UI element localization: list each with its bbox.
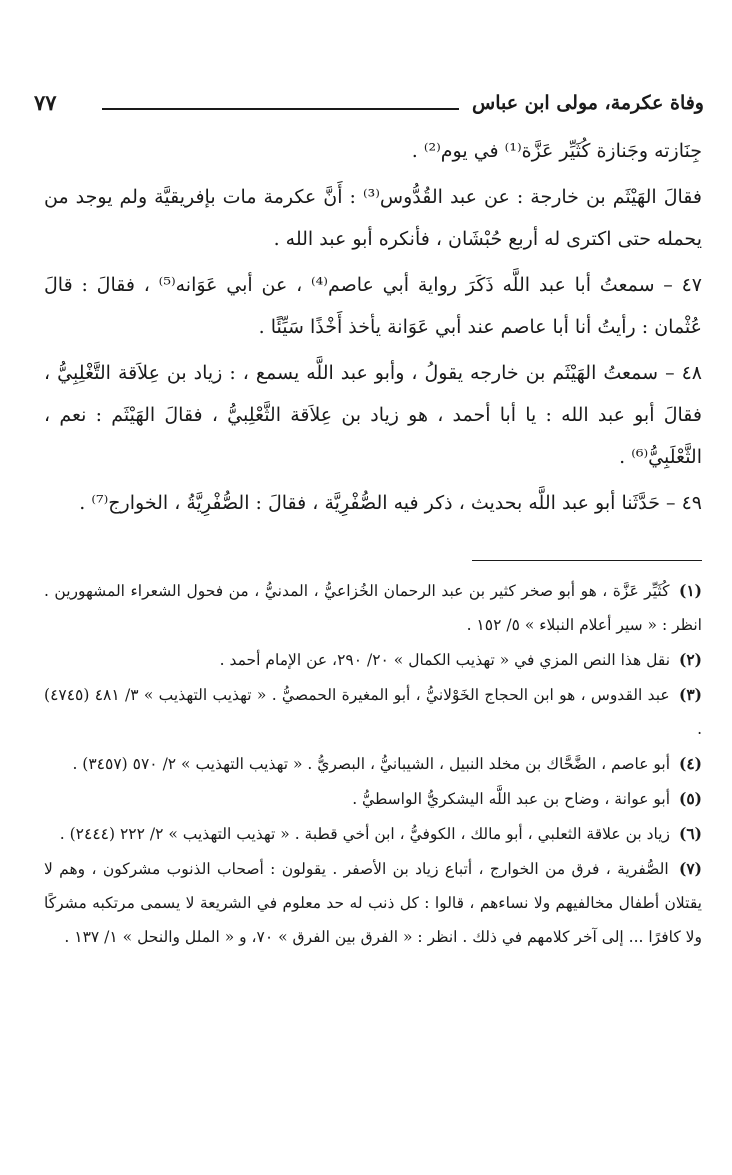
footnote-text: كُثَيِّر عَزَّة ، هو أبو صخر كثير بن عبد الرحمان الخُزاعيُّ ، المدنيُّ ، من فحول الشعراء المشهورين . انظر : « سير أعلام النبلاء » ٥/ ١٥٢ . — [44, 582, 702, 634]
header-rule — [102, 108, 459, 110]
paragraph: فقالَ الهَيْثَم بن خارجة : عن عبد القُدُّوس⁽³⁾ : أَنَّ عكرمة مات بإفريقيَّة ولم يوجد من يحمله حتى اكترى له أربع حُبْشَان ، فأنكره أبو عبد الله . — [44, 186, 702, 250]
footnote-number: (٧) — [678, 859, 702, 878]
footnote — [44, 678, 702, 746]
page-number: ٧٧ — [34, 90, 57, 115]
footnote-number: (٢) — [678, 650, 702, 669]
footnote-text: زياد بن علاقة الثعلبي ، أبو مالك ، الكوفيُّ ، ابن أخي قطبة . « تهذيب التهذيب » ٢/ ٢٢٢ (٢٤٤٤) . — [59, 825, 671, 843]
footnote-separator — [472, 560, 702, 561]
running-header — [34, 86, 704, 126]
footnote-number: (٥) — [678, 789, 702, 808]
main-text — [44, 130, 702, 528]
footnote-text: نقل هذا النص المزي في « تهذيب الكمال » ٢٠/ ٢٩٠، عن الإمام أحمد . — [219, 651, 671, 669]
footnote — [44, 817, 702, 851]
footnote-number: (١) — [678, 581, 702, 600]
footnote — [44, 747, 702, 781]
footnote-number: (٦) — [678, 824, 702, 843]
footnote-text: عبد القدوس ، هو ابن الحجاج الخَوْلانيُّ ، أبو المغيرة الحمصيُّ . « تهذيب التهذيب » ٣/ ٤٨١ (٤٧٤٥) . — [44, 686, 702, 738]
paragraph-49: ٤٩ – حَدَّثَنا أبو عبد اللَّه بحديث ، ذكر فيه الصُّفْرِيَّة ، فقالَ : الصُّفْرِيَّةُ ، الخوارج⁽⁷⁾ . — [79, 492, 702, 514]
footnote-text: أبو عاصم ، الضَّحَّاك بن مخلد النبيل ، الشيبانيُّ ، البصريُّ . « تهذيب التهذيب » ٢/ ٥٧٠ (٣٤٥٧) . — [72, 755, 671, 773]
footnote-number: (٤) — [678, 754, 702, 773]
footnote-text: الصُّفرية ، فرق من الخوارج ، أتباع زياد بن الأصفر . يقولون : أصحاب الذنوب مشركون ، وهم لا يقتلان أطفال مخالفيهم ولا نساءهم ، قالوا : كل ذنب له حد معلوم في الشريعة لا يسمى مرتكبه مشركًا ولا كافرًا ... إلى آخر كلامهم في ذلك . انظر : « الفرق بين الفرق » ٧٠، و « الملل والنحل » ١/ ١٣٧ . — [44, 860, 702, 946]
paragraph-48: ٤٨ – سمعتُ الهَيْثَم بن خارجه يقولُ ، وأبو عبد اللَّه يسمع ، : زياد بن عِلاَقة التَّغْلِبِيُّ ، فقالَ أبو عبد الله : يا أبا أحمد ، هو زياد بن عِلاَقة الثَّعْلِبيُّ ، فقالَ الهَيْثَم : نعم ، الثَّعْلَبِيُّ⁽⁶⁾ . — [44, 362, 702, 468]
chapter-title: وفاة عكرمة، مولى ابن عباس — [472, 92, 704, 114]
footnote-text: أبو عوانة ، وضاح بن عبد اللَّه اليشكريُّ الواسطيُّ . — [352, 790, 671, 808]
footnote — [44, 643, 702, 677]
footnote — [44, 782, 702, 816]
paragraph: جِنَازته وجَنازة كُثَيِّر عَزَّة⁽¹⁾ في يوم⁽²⁾ . — [411, 140, 702, 162]
paragraph-47: ٤٧ – سمعتُ أبا عبد اللَّه ذَكَرَ رواية أبي عاصم⁽⁴⁾ ، عن أبي عَوَانه⁽⁵⁾ ، فقالَ : قالَ عُثْمان : رأيتُ أنا أبا عاصم عند أبي عَوَانة يأخذ أَخْذًا سَيِّئًا . — [44, 274, 702, 338]
footnote — [44, 574, 702, 642]
footnotes — [44, 574, 702, 955]
footnote-number: (٣) — [679, 685, 703, 704]
footnote — [44, 852, 702, 954]
